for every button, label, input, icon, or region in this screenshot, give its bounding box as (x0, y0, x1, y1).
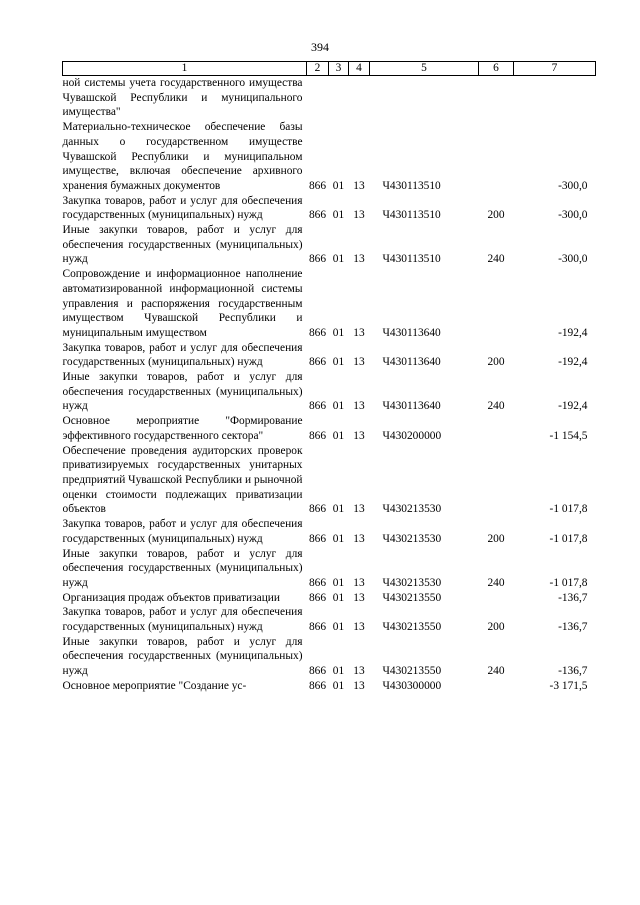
section-cell (329, 76, 349, 121)
admin-code-cell: 866 (308, 253, 327, 266)
subsection-cell: 13 (353, 503, 365, 516)
amount-cell: -1 017,8 (549, 503, 588, 516)
table-row (63, 120, 596, 194)
subsection-cell: 13 (353, 429, 365, 442)
section-cell: 01 (332, 356, 345, 369)
amount-cell: -1 017,8 (549, 532, 588, 545)
amount-cell: -136,7 (558, 621, 588, 634)
amount-cell: -300,0 (558, 253, 588, 266)
admin-code-cell: 866 (308, 532, 327, 545)
expense-type-cell: 240 (487, 400, 505, 413)
section-cell: 01 (332, 503, 345, 516)
subsection-cell: 13 (353, 356, 365, 369)
section-cell: 01 (332, 591, 345, 604)
section-cell: 01 (332, 253, 345, 266)
admin-code-cell: 866 (308, 591, 327, 604)
item-name-cell: Материально-техническое обеспечение базы данных о государственном имуществе Чувашской Республики и муниципальном имуществе, включая обеспечение архивного хранения бумажных документов (62, 121, 303, 192)
subsection-cell: 13 (353, 209, 365, 222)
target-article-cell (370, 76, 479, 121)
header-col-6: 6 (479, 62, 514, 76)
section-cell: 01 (332, 209, 345, 222)
amount-cell: -192,4 (558, 356, 588, 369)
target-article-cell: Ч430213530 (382, 503, 442, 516)
admin-code-cell: 866 (308, 621, 327, 634)
target-article-cell: Ч430113510 (382, 209, 441, 222)
table-row (63, 414, 596, 443)
target-article-cell: Ч430213530 (382, 532, 442, 545)
amount-cell: -300,0 (558, 179, 588, 192)
target-article-cell: Ч430213550 (382, 621, 442, 634)
item-name-cell: Иные закупки товаров, работ и услуг для обеспечения государственных (муниципальных) нужд (62, 224, 303, 266)
subsection-cell: 13 (353, 326, 365, 339)
item-name-cell: Иные закупки товаров, работ и услуг для обеспечения государственных (муниципальных) нужд (62, 371, 303, 413)
item-name-cell: Обеспечение проведения аудиторских проверок приватизируемых государственных унитарных предприятий Чувашской Республики и рыночной оценки стоимости подлежащих приватизации объектов (62, 444, 303, 516)
section-cell: 01 (332, 532, 345, 545)
table-header-row (63, 62, 596, 76)
section-cell: 01 (332, 179, 345, 192)
item-name-cell: Организация продаж объектов приватизации (62, 591, 280, 604)
item-name-cell: ной системы учета государственного имущества Чувашской Республики и муниципального имущества" (62, 77, 303, 119)
target-article-cell: Ч430300000 (382, 679, 442, 692)
table-row (63, 194, 596, 223)
table-row (63, 223, 596, 267)
amount-cell: -1 017,8 (549, 576, 588, 589)
table-row (63, 635, 596, 679)
header-col-2: 2 (307, 62, 329, 76)
section-cell: 01 (332, 621, 345, 634)
table-row (63, 341, 596, 370)
item-name-cell: Закупка товаров, работ и услуг для обеспечения государственных (муниципальных) нужд (62, 341, 303, 369)
section-cell: 01 (332, 665, 345, 678)
admin-code-cell: 866 (308, 576, 327, 589)
header-col-5: 5 (370, 62, 479, 76)
amount-cell (514, 76, 596, 121)
subsection-cell: 13 (353, 665, 365, 678)
expense-type-cell: 200 (487, 621, 505, 634)
section-cell: 01 (332, 429, 345, 442)
admin-code-cell: 866 (308, 400, 327, 413)
section-cell: 01 (332, 326, 345, 339)
item-name-cell: Иные закупки товаров, работ и услуг для обеспечения государственных (муниципальных) нужд (62, 547, 303, 589)
expense-type-cell: 240 (487, 253, 505, 266)
admin-code-cell: 866 (308, 179, 327, 192)
expense-type-cell: 200 (487, 356, 505, 369)
item-name-cell: Закупка товаров, работ и услуг для обеспечения государственных (муниципальных) нужд (62, 194, 303, 222)
subsection-cell: 13 (353, 591, 365, 604)
expense-type-cell: 200 (487, 532, 505, 545)
admin-code-cell: 866 (308, 665, 327, 678)
expense-type-cell: 200 (487, 209, 505, 222)
expense-type-cell (479, 591, 514, 606)
expense-type-cell: 240 (487, 576, 505, 589)
admin-code-cell (307, 76, 329, 121)
amount-cell: -3 171,5 (549, 679, 588, 692)
table-row (63, 267, 596, 341)
header-col-4: 4 (349, 62, 370, 76)
subsection-cell: 13 (353, 679, 365, 692)
section-cell: 01 (332, 400, 345, 413)
item-name-cell: Иные закупки товаров, работ и услуг для обеспечения государственных (муниципальных) нужд (62, 635, 303, 678)
target-article-cell: Ч430113640 (382, 400, 441, 413)
header-col-3: 3 (329, 62, 349, 76)
item-name-cell: Сопровождение и информационное наполнение автоматизированной информационной системы управления и распоряжения государственным имуществом Чувашской Республики и муниципальным имуществом (62, 268, 303, 339)
budget-table (62, 61, 596, 694)
table-row (63, 76, 596, 121)
item-name-cell: Основное мероприятие "Формирование эффективного государственного сектора" (62, 415, 303, 442)
expense-type-cell (479, 444, 514, 518)
target-article-cell: Ч430113510 (382, 179, 441, 192)
amount-cell: -192,4 (558, 326, 588, 339)
section-cell: 01 (332, 576, 345, 589)
admin-code-cell: 866 (308, 503, 327, 516)
target-article-cell: Ч430113510 (382, 253, 441, 266)
page-number: 394 (311, 40, 329, 54)
subsection-cell: 13 (353, 576, 365, 589)
amount-cell: -1 154,5 (549, 429, 588, 442)
table-row (63, 591, 596, 606)
item-name-cell: Закупка товаров, работ и услуг для обеспечения государственных (муниципальных) нужд (62, 518, 303, 545)
subsection-cell: 13 (353, 179, 365, 192)
target-article-cell: Ч430113640 (382, 326, 441, 339)
expense-type-cell (479, 76, 514, 121)
target-article-cell: Ч430113640 (382, 356, 441, 369)
amount-cell: -136,7 (558, 591, 588, 604)
target-article-cell: Ч430213550 (382, 665, 442, 678)
expense-type-cell: 240 (487, 665, 505, 678)
subsection-cell: 13 (353, 253, 365, 266)
amount-cell: -136,7 (558, 665, 588, 678)
table-row (63, 517, 596, 546)
subsection-cell (349, 76, 370, 121)
table-row (63, 547, 596, 591)
amount-cell: -192,4 (558, 400, 588, 413)
admin-code-cell: 866 (308, 429, 327, 442)
target-article-cell: Ч430213550 (382, 591, 442, 604)
subsection-cell: 13 (353, 400, 365, 413)
admin-code-cell: 866 (308, 679, 327, 692)
expense-type-cell (479, 267, 514, 341)
admin-code-cell: 866 (308, 356, 327, 369)
subsection-cell: 13 (353, 621, 365, 634)
target-article-cell: Ч430200000 (382, 429, 442, 442)
subsection-cell: 13 (353, 532, 365, 545)
target-article-cell: Ч430213530 (382, 576, 442, 589)
table-row (63, 679, 596, 694)
table-row (63, 370, 596, 414)
item-name-cell: Закупка товаров, работ и услуг для обеспечения государственных (муниципальных) нужд (62, 606, 303, 634)
expense-type-cell (479, 679, 514, 694)
section-cell: 01 (332, 679, 345, 692)
expense-type-cell (479, 414, 514, 443)
header-col-7: 7 (514, 62, 596, 76)
header-col-1: 1 (63, 62, 307, 76)
table-row (63, 444, 596, 518)
admin-code-cell: 866 (308, 209, 327, 222)
admin-code-cell: 866 (308, 326, 327, 339)
expense-type-cell (479, 120, 514, 194)
table-row (63, 605, 596, 634)
item-name-cell: Основное мероприятие "Создание ус- (62, 679, 247, 692)
amount-cell: -300,0 (558, 209, 588, 222)
